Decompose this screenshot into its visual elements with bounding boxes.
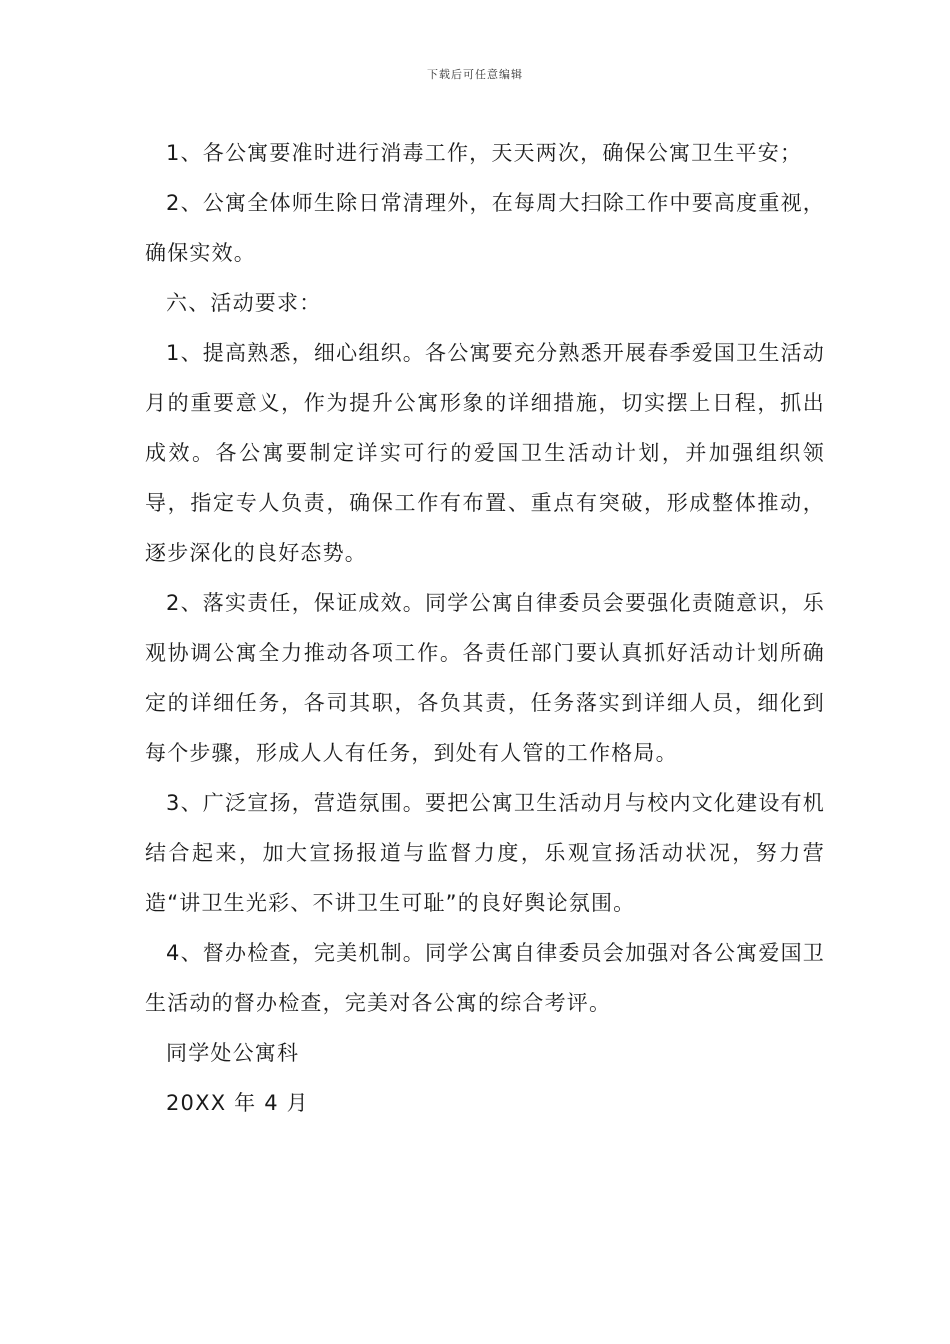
paragraph-requirement-3: 3、广泛宣扬，营造氛围。要把公寓卫生活动月与校内文化建设有机结合起来，加大宣扬报道与监督力度，乐观宣扬活动状况，努力营造“讲卫生光彩、不讲卫生可耻”的良好舆论氛围。 [145, 791, 825, 915]
paragraph-requirement-1: 1、提高熟悉，细心组织。各公寓要充分熟悉开展春季爱国卫生活动月的重要意义，作为提升公寓形象的详细措施，切实摆上日程，抓出成效。各公寓要制定详实可行的爱国卫生活动计划，并加强组织领导，指定专人负责，确保工作有布置、重点有突破，形成整体推动，逐步深化的良好态势。 [145, 341, 825, 565]
paragraph-cleaning: 2、公寓全体师生除日常清理外，在每周大扫除工作中要高度重视，确保实效。 [145, 191, 825, 265]
header-note: 下载后可任意编辑 [427, 68, 523, 81]
section-heading-requirements: 六、活动要求： [166, 291, 322, 315]
signature-date: 20XX 年 4 月 [166, 1091, 309, 1115]
paragraph-disinfection: 1、各公寓要准时进行消毒工作，天天两次，确保公寓卫生平安； [166, 141, 803, 165]
signature-office: 同学处公寓科 [166, 1041, 300, 1065]
paragraph-requirement-2: 2、落实责任，保证成效。同学公寓自律委员会要强化责随意识，乐观协调公寓全力推动各项工作。各责任部门要认真抓好活动计划所确定的详细任务，各司其职，各负其责，任务落实到详细人员，细化到每个步骤，形成人人有任务，到处有人管的工作格局。 [145, 591, 825, 765]
paragraph-requirement-4: 4、督办检查，完美机制。同学公寓自律委员会加强对各公寓爱国卫生活动的督办检查，完美对各公寓的综合考评。 [145, 941, 825, 1015]
document-body [145, 128, 825, 1128]
